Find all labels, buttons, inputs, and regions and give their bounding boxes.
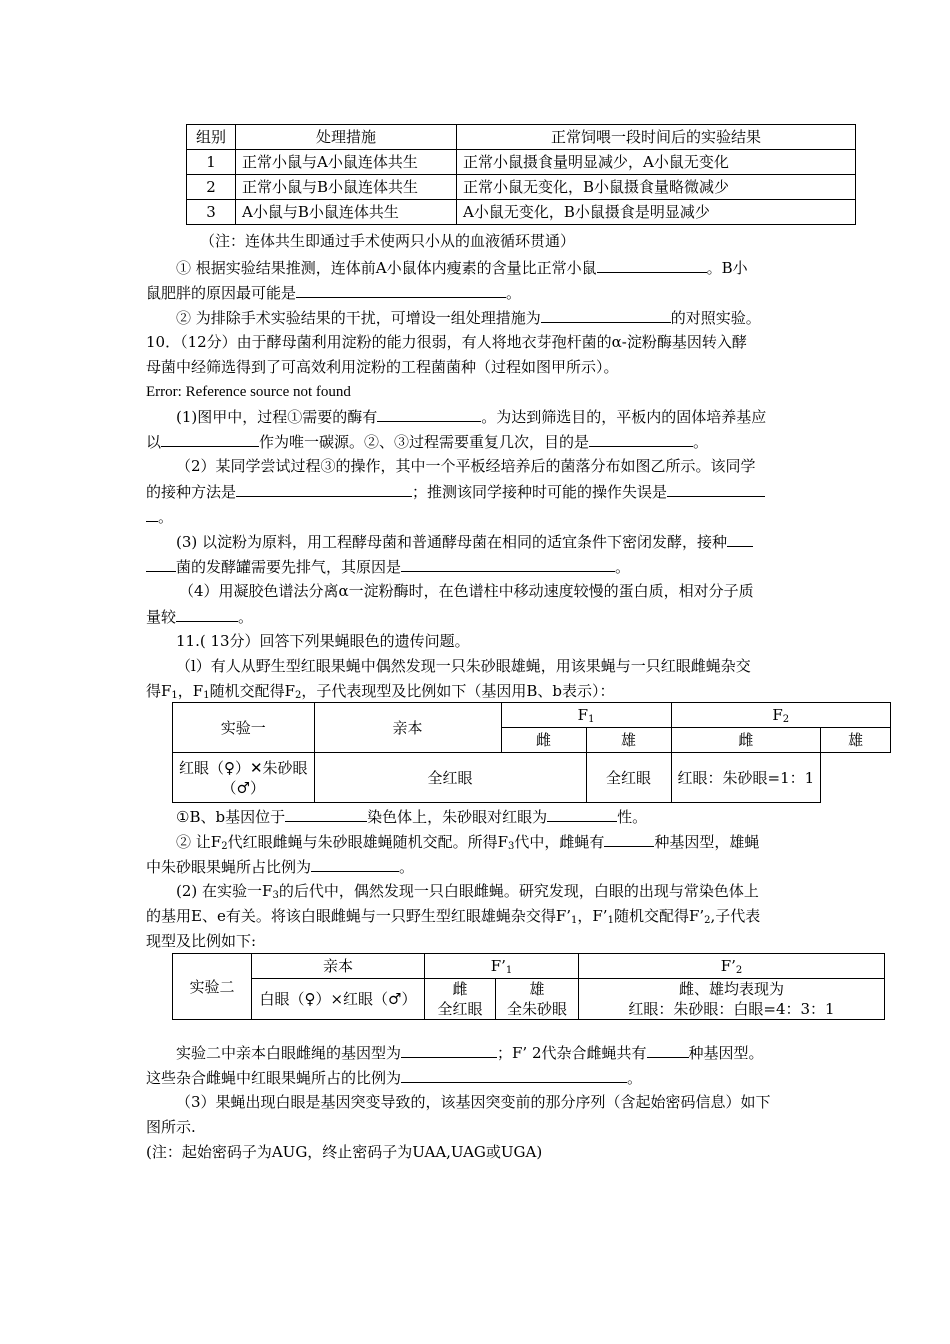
f2-female-result: 全红眼 xyxy=(586,753,671,803)
f2-header: $F’_2$ xyxy=(579,954,885,979)
answer-blank[interactable] xyxy=(547,806,617,822)
question-line: ①B、b基因位于 染色体上，朱砂眼对红眼为 性。 xyxy=(176,808,648,826)
f2-male-result: 红眼：朱砂眼=1：1 xyxy=(671,753,821,803)
question-line: 实验二中亲本白眼雌绳的基因型为 ；F’ 2代杂合雌蝇共有 种基因型。 xyxy=(176,1044,764,1062)
f1-female: 雌 全红眼 xyxy=(425,979,496,1020)
answer-blank[interactable] xyxy=(727,531,753,547)
parent-header: 亲本 xyxy=(314,703,501,753)
table-header-cell: 正常饲喂一段时间后的实验结果 xyxy=(457,125,856,150)
f1-header: $F_1$ xyxy=(501,703,671,728)
f2-header: $F_2$ xyxy=(671,703,890,728)
table-cell: 正常小鼠无变化，B小鼠摄食量略微减少 xyxy=(457,175,856,200)
answer-blank[interactable] xyxy=(589,431,693,447)
experiment-one-table xyxy=(172,702,891,803)
answer-blank[interactable] xyxy=(311,856,399,872)
answer-blank[interactable] xyxy=(401,556,615,572)
question-line: 的接种方法是 ；推测该同学接种时可能的操作失误是 xyxy=(146,481,765,502)
answer-blank[interactable] xyxy=(541,307,671,323)
parent-header: 亲本 xyxy=(252,954,425,979)
table-cell: 正常小鼠与B小鼠连体共生 xyxy=(236,175,457,200)
table-cell: 正常小鼠与A小鼠连体共生 xyxy=(236,150,457,175)
parent-cross: 红眼（♀）✕朱砂眼 （♂） xyxy=(173,753,315,803)
answer-blank[interactable] xyxy=(401,1067,627,1083)
question-line: ① 根据实验结果推测，连体前A小鼠体内瘦素的含量比正常小鼠 。B小 xyxy=(176,259,748,277)
answer-blank[interactable] xyxy=(604,831,654,847)
question-line: ② 让$F_2$代红眼雌蝇与朱砂眼雄蝇随机交配。所得$F_3$代中，雌蝇有 种基因型，雄蝇 xyxy=(176,833,760,852)
mouse-experiment-table xyxy=(186,124,856,225)
table-cell: 2 xyxy=(187,175,236,200)
answer-blank[interactable] xyxy=(667,481,765,497)
table-cell: A小鼠与B小鼠连体共生 xyxy=(236,200,457,225)
question-line: 中朱砂眼果蝇所占比例为 。 xyxy=(146,858,415,876)
question-line: 量较 。 xyxy=(146,608,254,626)
answer-blank[interactable] xyxy=(647,1042,689,1058)
experiment-two-table xyxy=(172,953,885,1020)
question-line: (1)图甲中，过程①需要的酶有 。为达到筛选目的，平板内的固体培养基应 xyxy=(176,408,767,426)
question-line: 鼠肥胖的原因最可能是 。 xyxy=(146,284,522,302)
parent-cross: 白眼（♀）×红眼（♂） xyxy=(252,979,425,1020)
table-row xyxy=(187,200,856,225)
question-11-title: 11.( 13分）回答下列果蝇眼色的遗传问题。 xyxy=(176,632,470,650)
answer-blank[interactable] xyxy=(176,606,238,622)
male-header: 雄 xyxy=(821,728,891,753)
question-line: （l）有人从野生型红眼果蝇中偶然发现一只朱砂眼雄蝇，用该果蝇与一只红眼雌蝇杂交 xyxy=(176,657,751,675)
answer-blank[interactable] xyxy=(597,257,707,273)
question-line: （4）用凝胶色谱法分离α一淀粉酶时，在色谱柱中移动速度较慢的蛋白质，相对分子质 xyxy=(179,582,754,600)
question-line: 的基用E、e有关。将该白眼雌蝇与一只野生型红眼雄蝇杂交得$F’_1$，$F’_1$随机交配得$F’_2$,子代表 xyxy=(146,907,761,926)
question-10-stem: 10．（12分）由于酵母菌利用淀粉的能力很弱，有人将地衣芽孢杆菌的α-淀粉酶基因转入酵 xyxy=(146,333,747,351)
question-line: 图所示. xyxy=(146,1118,196,1136)
female-header: 雌 xyxy=(501,728,586,753)
answer-blank[interactable] xyxy=(236,481,412,497)
table-row xyxy=(187,175,856,200)
table-cell: A小鼠无变化，B小鼠摄食是明显减少 xyxy=(457,200,856,225)
table-header-row xyxy=(187,125,856,150)
table-cell: 正常小鼠摄食量明显减少，A小鼠无变化 xyxy=(457,150,856,175)
question-line: 这些杂合雌蝇中红眼果蝇所占的比例为 。 xyxy=(146,1069,643,1087)
table-header-cell: 处理措施 xyxy=(236,125,457,150)
answer-blank[interactable] xyxy=(377,406,481,422)
question-line: 以 作为唯一碳源。②、③过程需要重复几次，目的是 。 xyxy=(146,433,709,451)
table-row xyxy=(187,150,856,175)
f1-header: $F’_1$ xyxy=(425,954,579,979)
question-line: 现型及比例如下: xyxy=(146,932,257,950)
f2-result: 雌、雄均表现为 红眼：朱砂眼：白眼=4：3：1 xyxy=(579,979,885,1020)
female-header: 雌 xyxy=(671,728,821,753)
error-reference: Error: Reference source not found xyxy=(146,384,351,400)
answer-blank[interactable] xyxy=(296,282,506,298)
table-header-cell: 组别 xyxy=(187,125,236,150)
experiment-label: 实验一 xyxy=(173,703,315,753)
answer-blank[interactable] xyxy=(285,806,367,822)
question-line: 菌的发酵罐需要先排气，其原因是 。 xyxy=(146,556,630,577)
codon-note: (注：起始密码子为AUG，终止密码子为UAA,UAG或UGA) xyxy=(146,1143,543,1161)
experiment-label: 实验二 xyxy=(173,954,252,1020)
question-line: 。 xyxy=(146,506,173,527)
table-note: （注：连体共生即通过手术使两只小从的血液循环贯通） xyxy=(200,232,576,250)
f1-male: 雄 全朱砂眼 xyxy=(496,979,579,1020)
question-line: 得$F_1$，$F_1$随机交配得$F_2$，子代表现型及比例如下（基因用B、b表示）： xyxy=(146,682,615,701)
question-10-stem: 母菌中经筛选得到了可高效利用淀粉的工程菌菌种（过程如图甲所示）。 xyxy=(146,358,619,376)
answer-blank[interactable] xyxy=(146,556,176,572)
answer-blank[interactable] xyxy=(161,431,259,447)
question-line: （3）果蝇出现白眼是基因突变导致的，该基因突变前的那分序列（含起始密码信息）如下 xyxy=(176,1093,771,1111)
question-line: (2) 在实验一$F_3$的后代中，偶然发现一只白眼雌蝇。研究发现，白眼的出现与常染色体上 xyxy=(176,882,759,901)
question-line: （2）某同学尝试过程③的操作，其中一个平板经培养后的菌落分布如图乙所示。该同学 xyxy=(176,457,756,475)
table-cell: 1 xyxy=(187,150,236,175)
question-line: (3) 以淀粉为原料，用工程酵母菌和普通酵母菌在相同的适宜条件下密闭发酵，接种 xyxy=(176,531,753,552)
table-cell: 3 xyxy=(187,200,236,225)
answer-blank[interactable] xyxy=(401,1042,497,1058)
male-header: 雄 xyxy=(586,728,671,753)
answer-blank[interactable] xyxy=(146,506,158,522)
f1-result: 全红眼 xyxy=(314,753,586,803)
question-line: ② 为排除手术实验结果的干扰，可增设一组处理措施为 的对照实验。 xyxy=(176,309,761,327)
